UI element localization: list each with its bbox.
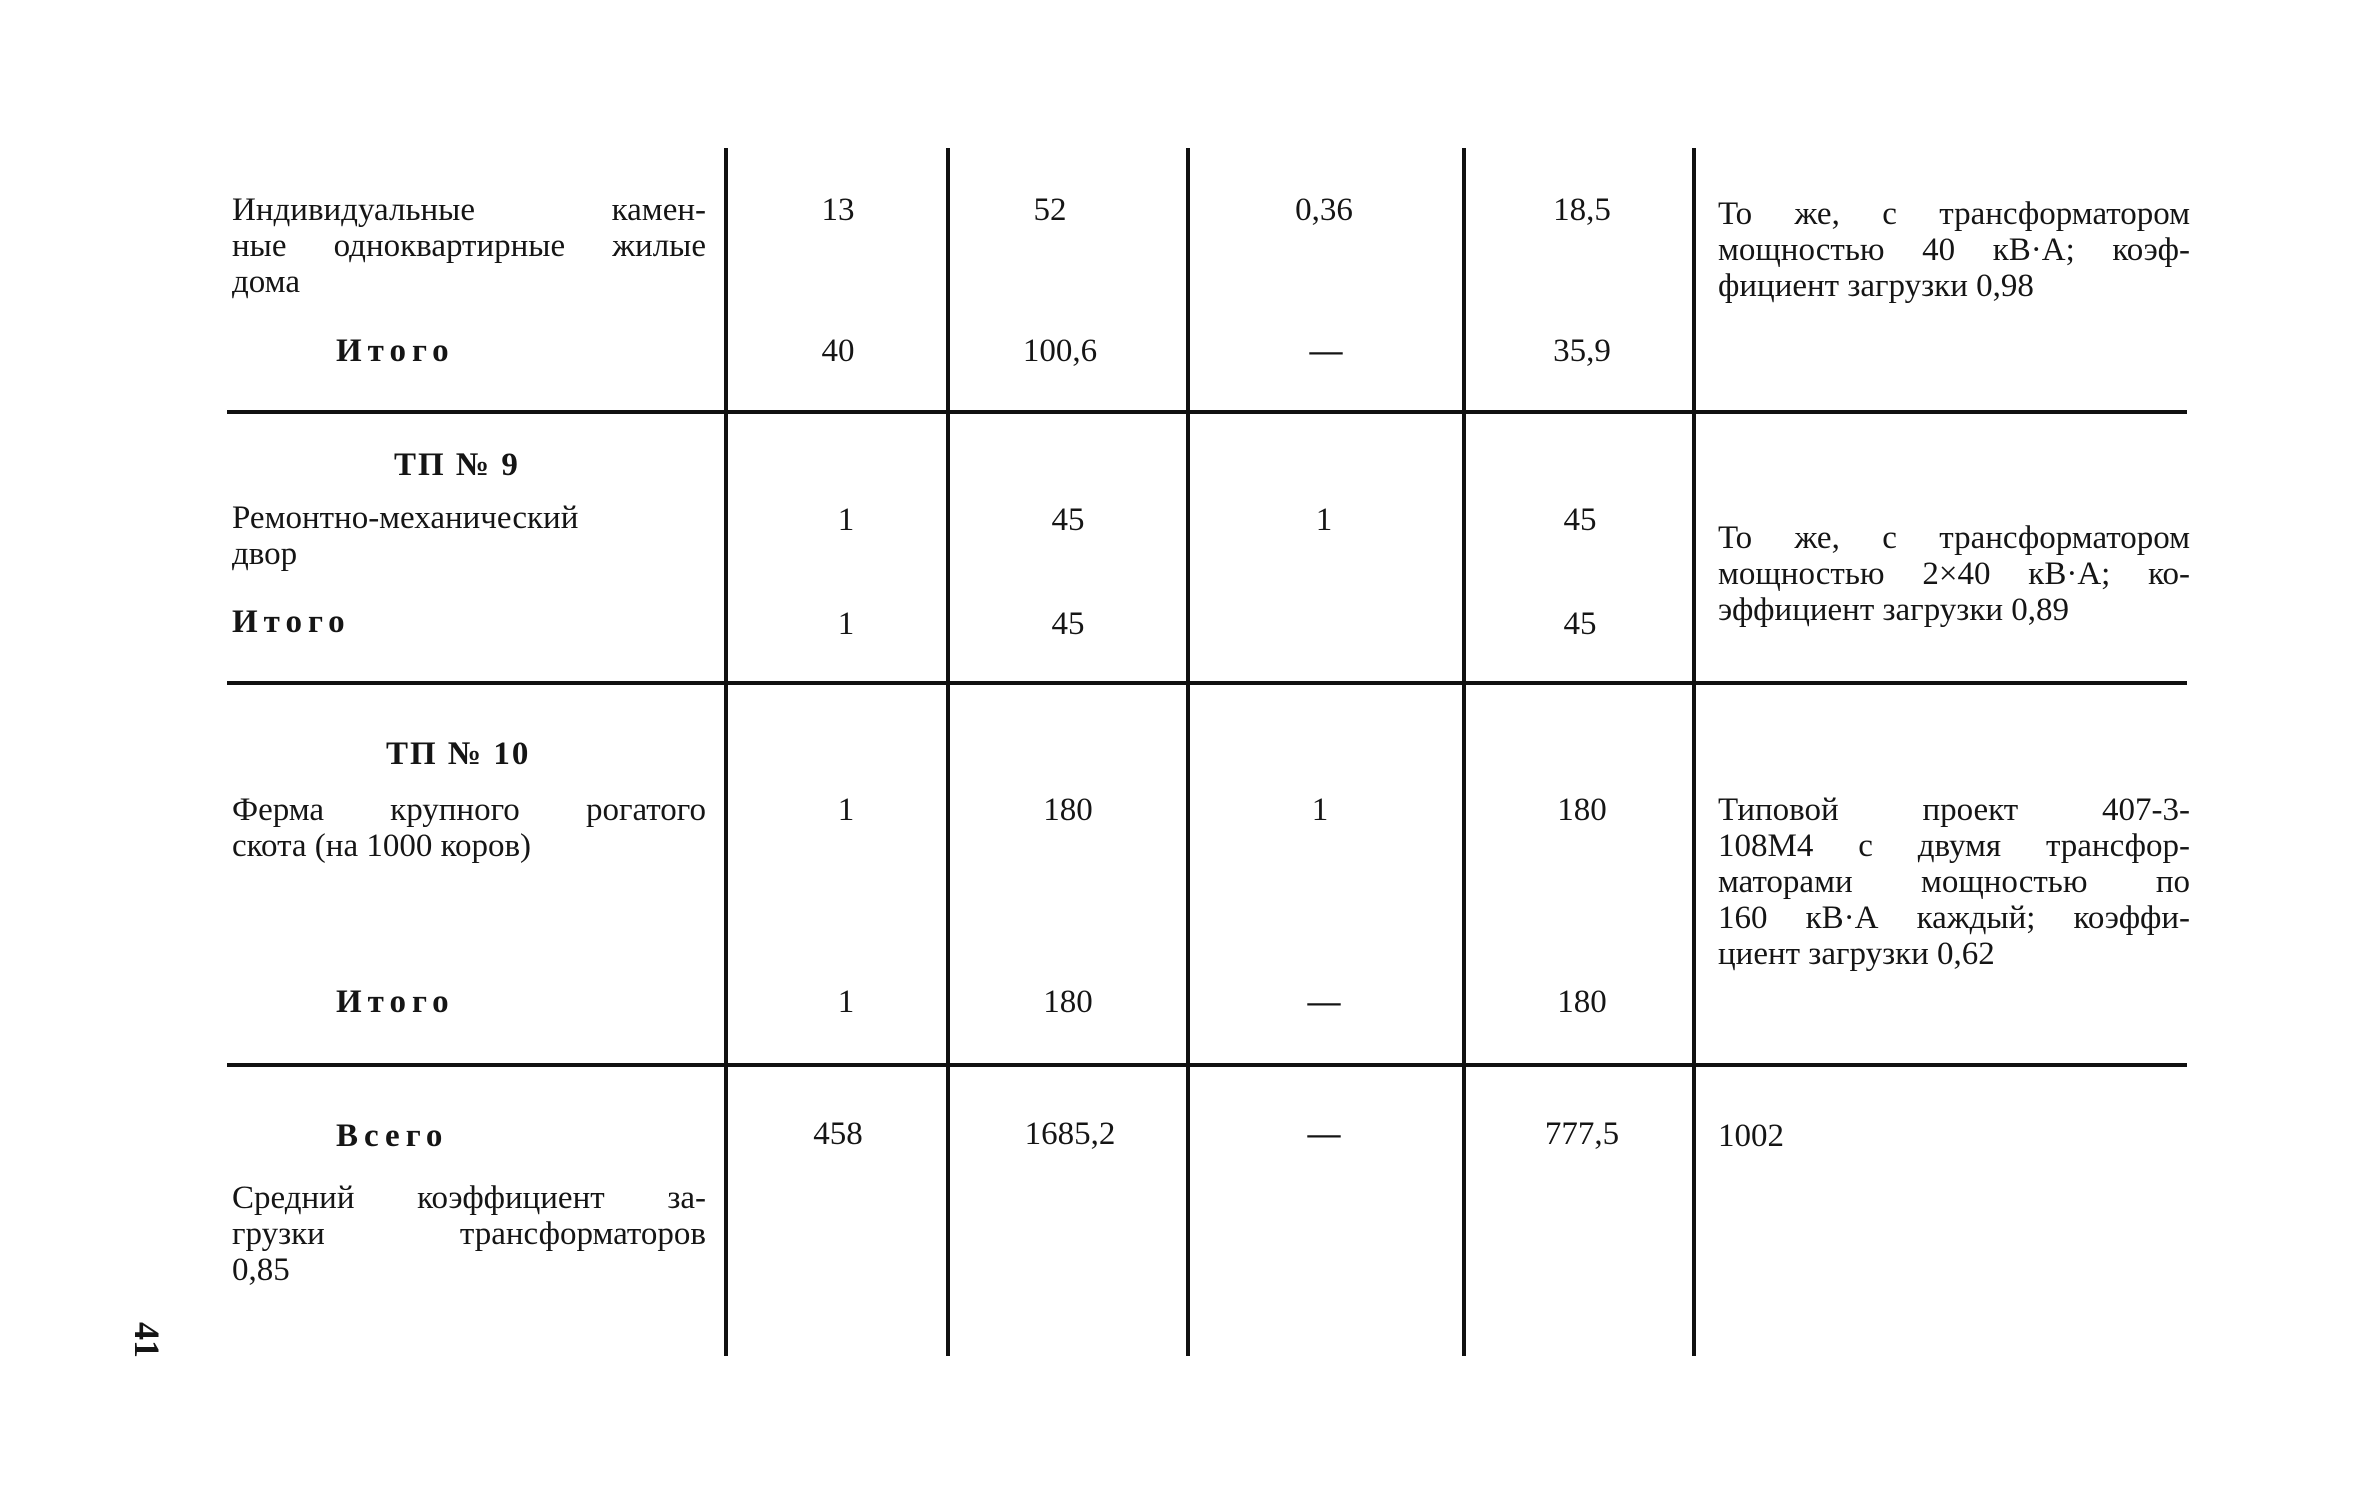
note-line: маторами мощностью по <box>1718 864 2190 900</box>
name-line: двор <box>232 536 298 572</box>
column-rule <box>1462 148 1466 1356</box>
column-rule <box>946 148 950 1356</box>
cell-coefficient: — <box>1307 1116 1341 1152</box>
cell-power: 180 <box>1043 984 1093 1020</box>
section-heading: ТП № 10 <box>386 736 531 772</box>
note-line: эффициент загрузки 0,89 <box>1718 592 2070 628</box>
note-line: 160 кВ·А каждый; коэффи- <box>1718 900 2190 936</box>
cell-power: 52 <box>1033 192 1067 228</box>
cell-count: 1 <box>837 606 855 642</box>
cell-power: 45 <box>1051 606 1085 642</box>
name-line: скота (на 1000 коров) <box>232 828 532 864</box>
cell-coefficient: — <box>1309 333 1343 369</box>
total-label: Итого <box>232 604 351 640</box>
note-line: То же, с трансформатором <box>1718 196 2190 232</box>
note-line: Типовой проект 407-3- <box>1718 792 2190 828</box>
cell-count: 40 <box>821 333 855 369</box>
row-name <box>232 1180 706 1288</box>
section-rule <box>227 1063 2187 1067</box>
cell-power: 100,6 <box>1022 333 1098 369</box>
name-line: Ферма крупного рогатого <box>232 792 706 828</box>
cell-power: 45 <box>1051 502 1085 538</box>
cell-power: 1685,2 <box>1024 1116 1116 1152</box>
section-heading: ТП № 9 <box>394 447 520 483</box>
column-rule <box>1692 148 1696 1356</box>
row-note <box>1718 520 2190 628</box>
cell-load: 45 <box>1563 502 1597 538</box>
cell-load: 45 <box>1563 606 1597 642</box>
name-line: 0,85 <box>232 1252 290 1288</box>
section-rule <box>227 410 2187 414</box>
cell-load: 180 <box>1557 984 1607 1020</box>
cell-coefficient: 1 <box>1311 792 1329 828</box>
cell-coefficient: 1 <box>1315 502 1333 538</box>
row-note <box>1718 792 2190 972</box>
column-rule <box>724 148 728 1356</box>
section-rule <box>227 681 2187 685</box>
name-line: грузки трансформаторов <box>232 1216 706 1252</box>
cell-load: 18,5 <box>1553 192 1611 228</box>
name-line: дома <box>232 264 300 300</box>
row-note: 1002 <box>1718 1118 1784 1154</box>
name-line: Средний коэффициент за- <box>232 1180 706 1216</box>
row-note <box>1718 196 2190 304</box>
name-line: Ремонтно-механический <box>232 500 579 536</box>
note-line: То же, с трансформатором <box>1718 520 2190 556</box>
cell-count: 13 <box>821 192 855 228</box>
cell-count: 458 <box>813 1116 863 1152</box>
cell-load: 35,9 <box>1553 333 1611 369</box>
row-name <box>232 500 652 572</box>
note-line: 108М4 с двумя трансфор- <box>1718 828 2190 864</box>
row-name <box>232 792 706 864</box>
grand-total-label: Всего <box>336 1118 449 1154</box>
name-line: Индивидуальные камен- <box>232 192 706 228</box>
cell-power: 180 <box>1043 792 1093 828</box>
column-rule <box>1186 148 1190 1356</box>
cell-count: 1 <box>837 502 855 538</box>
name-line: ные одноквартирные жилые <box>232 228 706 264</box>
note-line: циент загрузки 0,62 <box>1718 936 1995 972</box>
note-line: мощностью 40 кВ·А; коэф- <box>1718 232 2190 268</box>
cell-count: 1 <box>837 792 855 828</box>
total-label: Итого <box>336 333 455 369</box>
cell-count: 1 <box>837 984 855 1020</box>
row-name <box>232 192 706 300</box>
note-line: фициент загрузки 0,98 <box>1718 268 2034 304</box>
total-label: Итого <box>336 984 455 1020</box>
cell-coefficient: — <box>1307 984 1341 1020</box>
cell-load: 777,5 <box>1544 1116 1620 1152</box>
cell-load: 180 <box>1557 792 1607 828</box>
note-line: мощностью 2×40 кВ·А; ко- <box>1718 556 2190 592</box>
cell-coefficient: 0,36 <box>1295 192 1353 228</box>
page-number: 41 <box>127 1322 167 1358</box>
